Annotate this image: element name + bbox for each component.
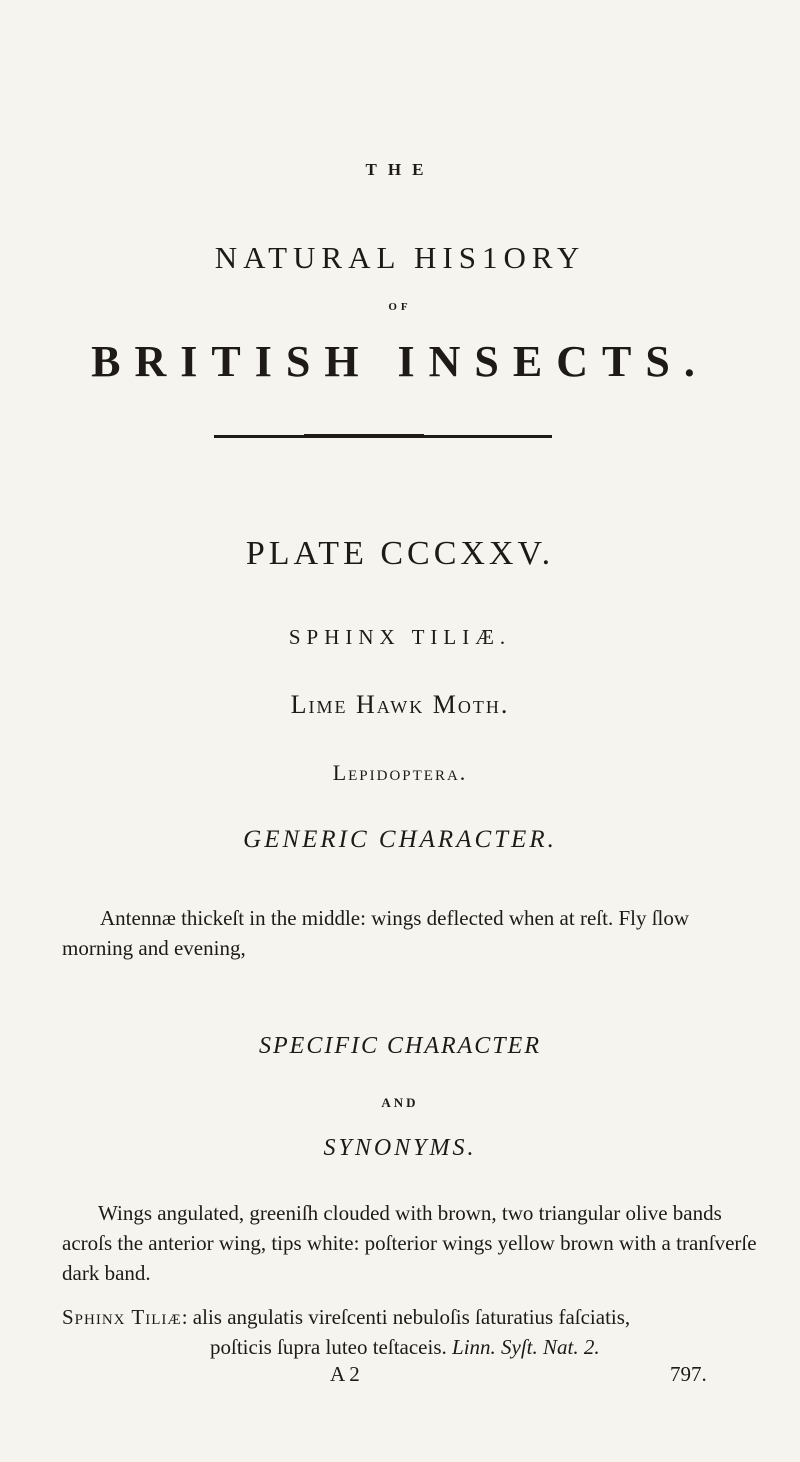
citation-reference: Linn. Syſt. Nat. 2.: [452, 1335, 600, 1359]
generic-character-heading: GENERIC CHARACTER.: [243, 826, 557, 853]
title-the: THE: [365, 160, 435, 179]
generic-character-text: Antennæ thickeſt in the middle: wings deflected when at reſt. Fly ſlow morning and evening,: [62, 906, 690, 960]
citation-line-2: [62, 1332, 762, 1362]
and-heading: AND: [381, 1095, 419, 1110]
title-of: OF: [388, 301, 412, 313]
title-natural-history: NATURAL HIS1ORY: [214, 240, 586, 275]
citation-text-b: poſticis ſupra luteo teſtaceis.: [210, 1335, 447, 1359]
citation-text-a: : alis angulatis vireſcenti nebuloſis ſaturatius faſciatis,: [181, 1305, 631, 1329]
specific-character-heading: SPECIFIC CHARACTER: [259, 1033, 541, 1059]
signature-mark: A 2: [330, 1362, 360, 1386]
citation-species-name: Sphinx Tiliæ: [62, 1305, 182, 1329]
plate-number: PLATE CCCXXV.: [245, 535, 555, 572]
specific-character-text: Wings angulated, greeniſh clouded with brown, two triangular olive bands acroſs the anterior wing, tips white: poſterior wings yellow brown with a tranſverſe dark band.: [62, 1201, 757, 1285]
linnaean-citation: [62, 1302, 762, 1362]
title-british-insects: BRITISH INSECTS.: [91, 337, 709, 386]
title-divider-rule: [214, 435, 552, 438]
order-name: Lepidoptera.: [332, 760, 468, 785]
synonyms-heading: SYNONYMS.: [323, 1135, 477, 1161]
catchword: 797.: [670, 1362, 707, 1386]
common-name: Lime Hawk Moth.: [290, 690, 510, 719]
species-name: SPHINX TILIÆ.: [288, 625, 512, 649]
